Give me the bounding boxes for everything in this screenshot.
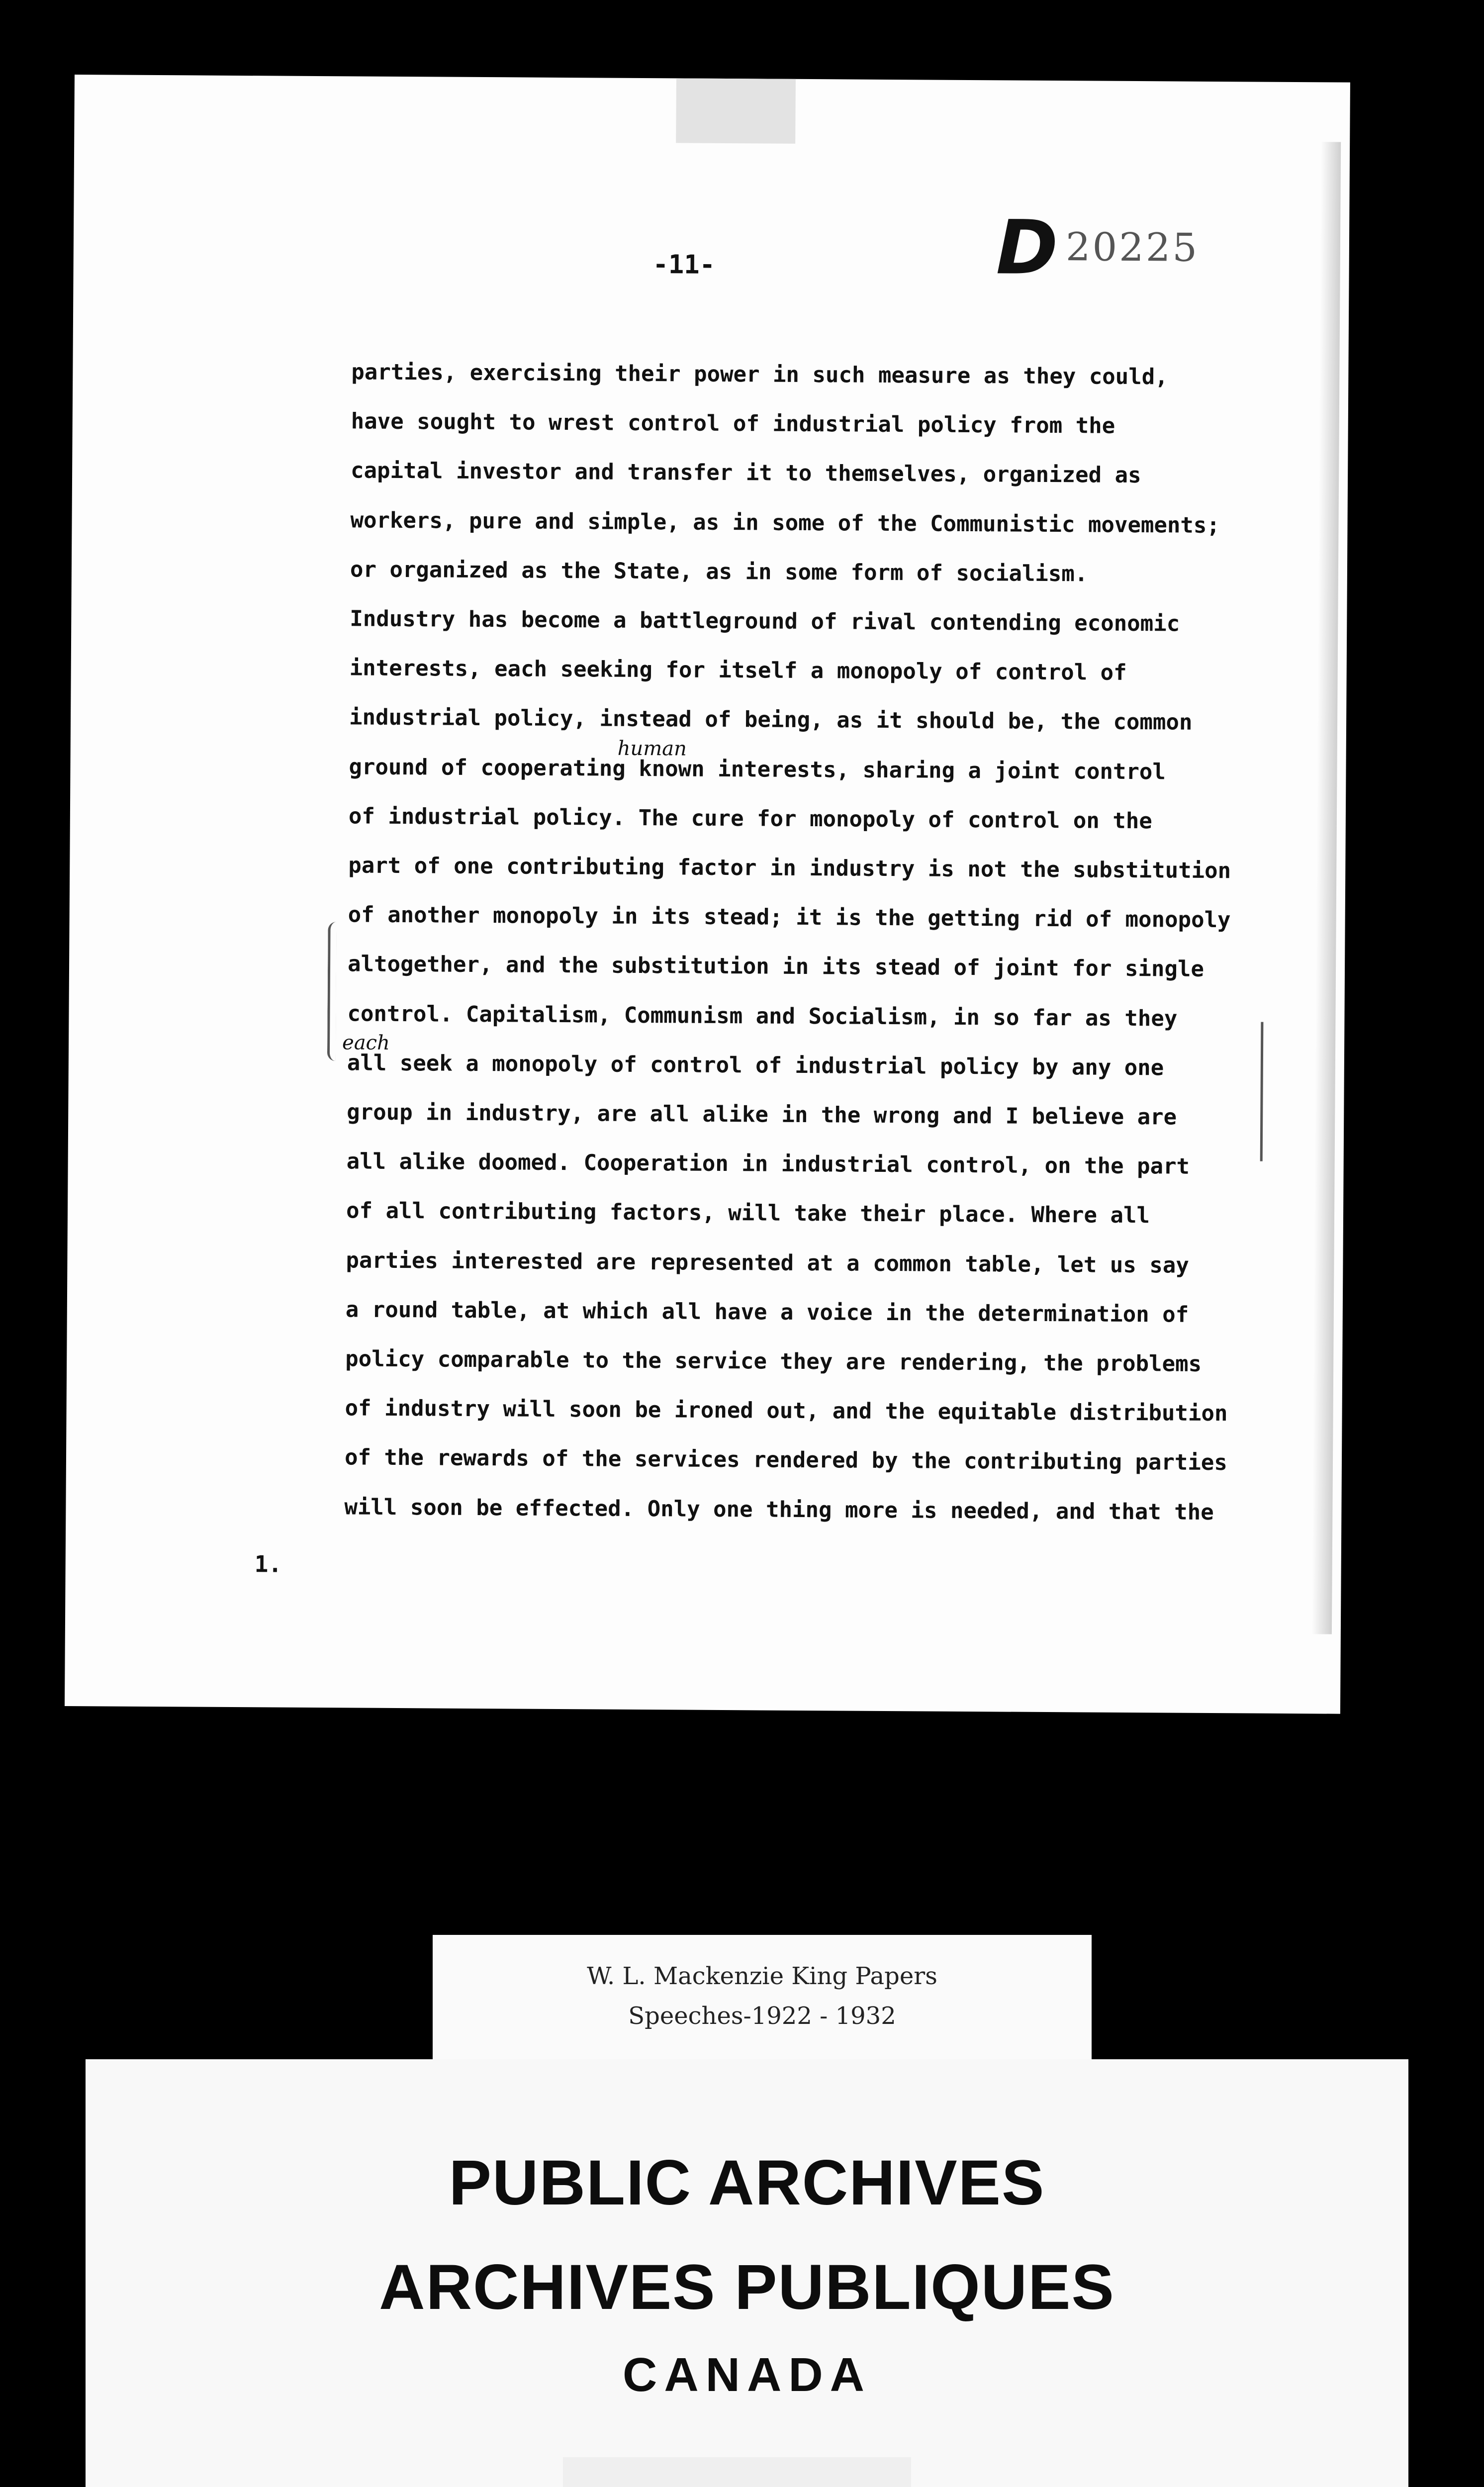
archive-country: CANADA <box>623 2348 871 2401</box>
document-page <box>65 75 1350 1714</box>
text-line: or organized as the State, as in some form of socialism. <box>350 557 1088 587</box>
paper-clip-strip <box>676 78 796 143</box>
text-line-with-insert <box>342 1031 1283 1093</box>
text-line: of the rewards of the services rendered by the contributing parties <box>344 1444 1228 1476</box>
text-line: of industry will soon be ironed out, and the equitable distribution <box>345 1395 1228 1427</box>
margin-bracket-left <box>327 922 337 1061</box>
collection-name: W. L. Mackenzie King Papers <box>587 1962 937 1990</box>
collection-label <box>433 1935 1092 2069</box>
text-line: altogether, and the substitution in its stead of joint for single <box>347 951 1205 982</box>
archive-stamp-card <box>86 2059 1408 2487</box>
text-line: capital investor and transfer it to themselves, organized as <box>350 458 1141 488</box>
text-line: group in industry, are all alike in the wrong and I believe are <box>347 1099 1177 1130</box>
handwritten-insert-human: human <box>617 737 687 761</box>
collection-series: Speeches-1922 - 1932 <box>628 2002 896 2030</box>
text-line: a round table, at which all have a voice in the determination of <box>345 1297 1189 1328</box>
typed-body-text <box>344 347 1287 1537</box>
page-number: -11- <box>652 250 716 280</box>
text-line-body: ground of cooperating known interests, sharing a joint control <box>349 754 1166 785</box>
text-line: of industrial policy. The cure for monopoly of control on the <box>348 803 1152 834</box>
text-line: have sought to wrest control of industrial policy from the <box>351 408 1115 439</box>
text-line: control. Capitalism, Communism and Socialism, in so far as they <box>347 1001 1178 1032</box>
text-line: all alike doomed. Cooperation in industrial control, on the part <box>346 1148 1190 1179</box>
text-line-with-insert <box>349 737 1284 797</box>
archive-card-tab <box>563 2457 911 2487</box>
text-line: interests, each seeking for itself a monopoly of control of <box>349 655 1127 686</box>
archive-title-fr: ARCHIVES PUBLIQUES <box>379 2252 1115 2323</box>
text-line: workers, pure and simple, as in some of the Communistic movements; <box>350 507 1220 538</box>
text-line: will soon be effected. Only one thing more is needed, and that the <box>344 1494 1214 1525</box>
text-line: parties interested are represented at a common table, let us say <box>346 1247 1189 1278</box>
margin-note: 1. <box>254 1550 282 1578</box>
text-line: Industry has become a battleground of rival contending economic <box>350 606 1180 637</box>
document-id-number: 20225 <box>1065 225 1200 271</box>
text-line: part of one contributing factor in industry is not the substitution <box>348 853 1231 884</box>
text-line: of another monopoly in its stead; it is the getting rid of monopoly <box>348 902 1231 933</box>
text-line: of all contributing factors, will take their place. Where all <box>346 1198 1150 1229</box>
document-id-letter: D <box>996 204 1058 292</box>
text-line: parties, exercising their power in such measure as they could, <box>351 359 1168 390</box>
text-line-body: all seek a monopoly of control of industrial policy by any one <box>347 1050 1164 1081</box>
handwritten-insert-each: each <box>342 1031 390 1054</box>
archive-title-en: PUBLIC ARCHIVES <box>449 2147 1045 2218</box>
text-line: industrial policy, instead of being, as it should be, the common <box>349 704 1193 736</box>
page-edge-shadow <box>1312 142 1341 1634</box>
text-line: policy comparable to the service they are rendering, the problems <box>345 1346 1202 1377</box>
